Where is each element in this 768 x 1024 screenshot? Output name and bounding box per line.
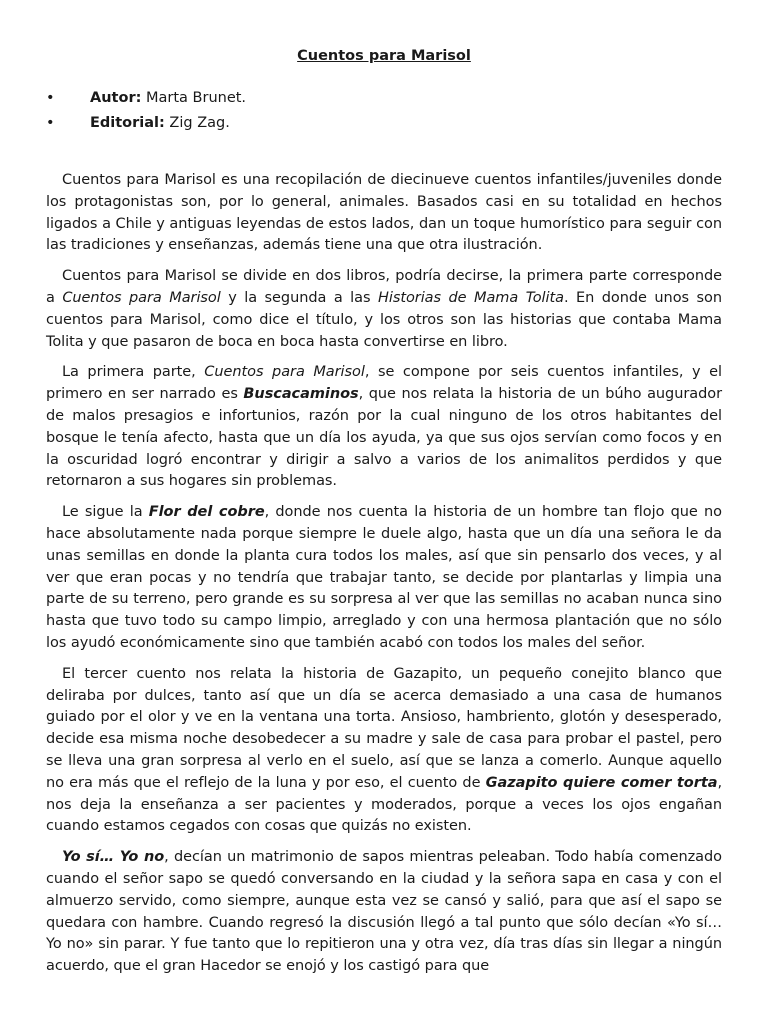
paragraph-text: , nos deja la enseñanza a ser pacientes y moderados, porque a veces los ojos engañan cuando estamos cegados con cosas que quizás no existen. bbox=[46, 774, 723, 835]
bullet-icon: • bbox=[46, 115, 55, 131]
paragraph-text: , decían un matrimonio de sapos mientras peleaban. Todo había comenzado cuando el señor sapo se quedó conversando en la ciudad y la señora sapa en casa y con el almuerzo servido, como siempre, aunque esta vez se cansó y salió, para que así el sapo se quedara con hambre. Cuando regresó la discusión llegó a tal punto que sólo decían «Yo sí… Yo no» sin parar. Y fue tanto que lo repitieron una y otra vez, día tras días sin llegar a ningún acuerdo, que el gran Hacedor se enojó y los castigó para que bbox=[46, 849, 722, 975]
paragraph-text: y la segunda a las bbox=[220, 289, 378, 306]
paragraph-buscacaminos bbox=[46, 362, 722, 493]
book-title-italic: Historias de Mama Tolita bbox=[377, 289, 564, 306]
document-title: Cuentos para Marisol bbox=[297, 48, 471, 64]
book-title-italic: Cuentos para Marisol bbox=[204, 364, 365, 381]
story-title: Gazapito quiere comer torta bbox=[485, 774, 718, 791]
bullet-icon: • bbox=[46, 90, 55, 106]
paragraph-yo-si-yo-no bbox=[46, 847, 722, 978]
paragraph-text: Cuentos para Marisol es una recopilación de diecinueve cuentos infantiles/juveniles donde los protagonistas son, por lo general, animales. Basados casi en su totalidad en hechos ligados a Chile y antiguas leyendas de estos lados, dan un toque humorístico para seguir con las tradiciones y enseñanzas, además tiene una que otra ilustración. bbox=[46, 172, 722, 254]
paragraph-text: La primera parte, bbox=[62, 364, 205, 381]
story-title: Flor del cobre bbox=[148, 504, 265, 521]
paragraph-flor-del-cobre bbox=[46, 502, 722, 655]
author-label: Autor: bbox=[90, 90, 142, 106]
paragraph-text: , que nos relata la historia de un búho augurador de malos presagios e infortunios, razón por la cual ninguno de los otros habitantes del bosque le tenía afecto, hasta que un día los ayuda, ya que sus ojos servían como focos y en la oscuridad logró encontrar y dirigir a salvo a varios de los animalitos perdidos y que retornaron a sus hogares sin problemas. bbox=[46, 386, 722, 490]
paragraph-gazapito bbox=[46, 664, 722, 838]
paragraph-text: Cuentos para Marisol se divide en dos libros, podría decirse, la primera parte corresponde a bbox=[46, 268, 722, 306]
publisher-item bbox=[46, 111, 722, 136]
paragraph-text: . En donde unos son cuentos para Marisol, como dice el título, y los otros son las historias que contaba Mama Tolita y que pasaron de boca en boca hasta convertirse en libro. bbox=[46, 289, 722, 350]
paragraph-text: Le sigue la bbox=[62, 504, 149, 521]
story-title: Yo sí… Yo no bbox=[62, 849, 165, 866]
publisher-label: Editorial: bbox=[90, 115, 165, 131]
story-title: Buscacaminos bbox=[243, 386, 359, 403]
paragraph-structure bbox=[46, 266, 722, 353]
paragraph-text: El tercer cuento nos relata la historia de Gazapito, un pequeño conejito blanco que deliraba por dulces, tanto así que un día se acerca demasiado a una casa de humanos guiado por el olor y ve en la ventana una torta. Ansioso, hambriento, glotón y desesperado, decide esa misma noche desobedecer a su madre y sale de casa para probar el pastel, pero se lleva una gran sorpresa al verlo en el suelo, así que se lanza a comerlo. Aunque aquello no era más que el reflejo de la luna y por eso, el cuento de bbox=[46, 665, 722, 791]
book-title-italic: Cuentos para Marisol bbox=[62, 289, 221, 306]
paragraph-text: , se compone por seis cuentos infantiles, y el primero en ser narrado es bbox=[46, 364, 722, 403]
paragraph-text: , donde nos cuenta la historia de un hombre tan flojo que no hace absolutamente nada porque siempre le duele algo, hasta que un día una señora le da unas semillas en donde la planta cura todos los males, así que sin pensarlo dos veces, y al ver que eran pocas y no tendría que trabajar tanto, se decide por plantarlas y limpia una parte de su terreno, pero grande es su sorpresa al ver que las semillas no acaban nunca sino hasta que tuvo todo su campo limpio, arreglado y con una hermosa plantación que no sólo los ayudó económicamente sino que también acabó con todos los males del señor. bbox=[46, 504, 722, 651]
publisher-value: Zig Zag. bbox=[164, 115, 230, 131]
author-value: Marta Brunet. bbox=[141, 90, 247, 106]
book-details-list bbox=[46, 86, 722, 136]
document-page bbox=[46, 46, 722, 987]
paragraph-intro bbox=[46, 170, 722, 257]
author-item bbox=[46, 86, 722, 111]
